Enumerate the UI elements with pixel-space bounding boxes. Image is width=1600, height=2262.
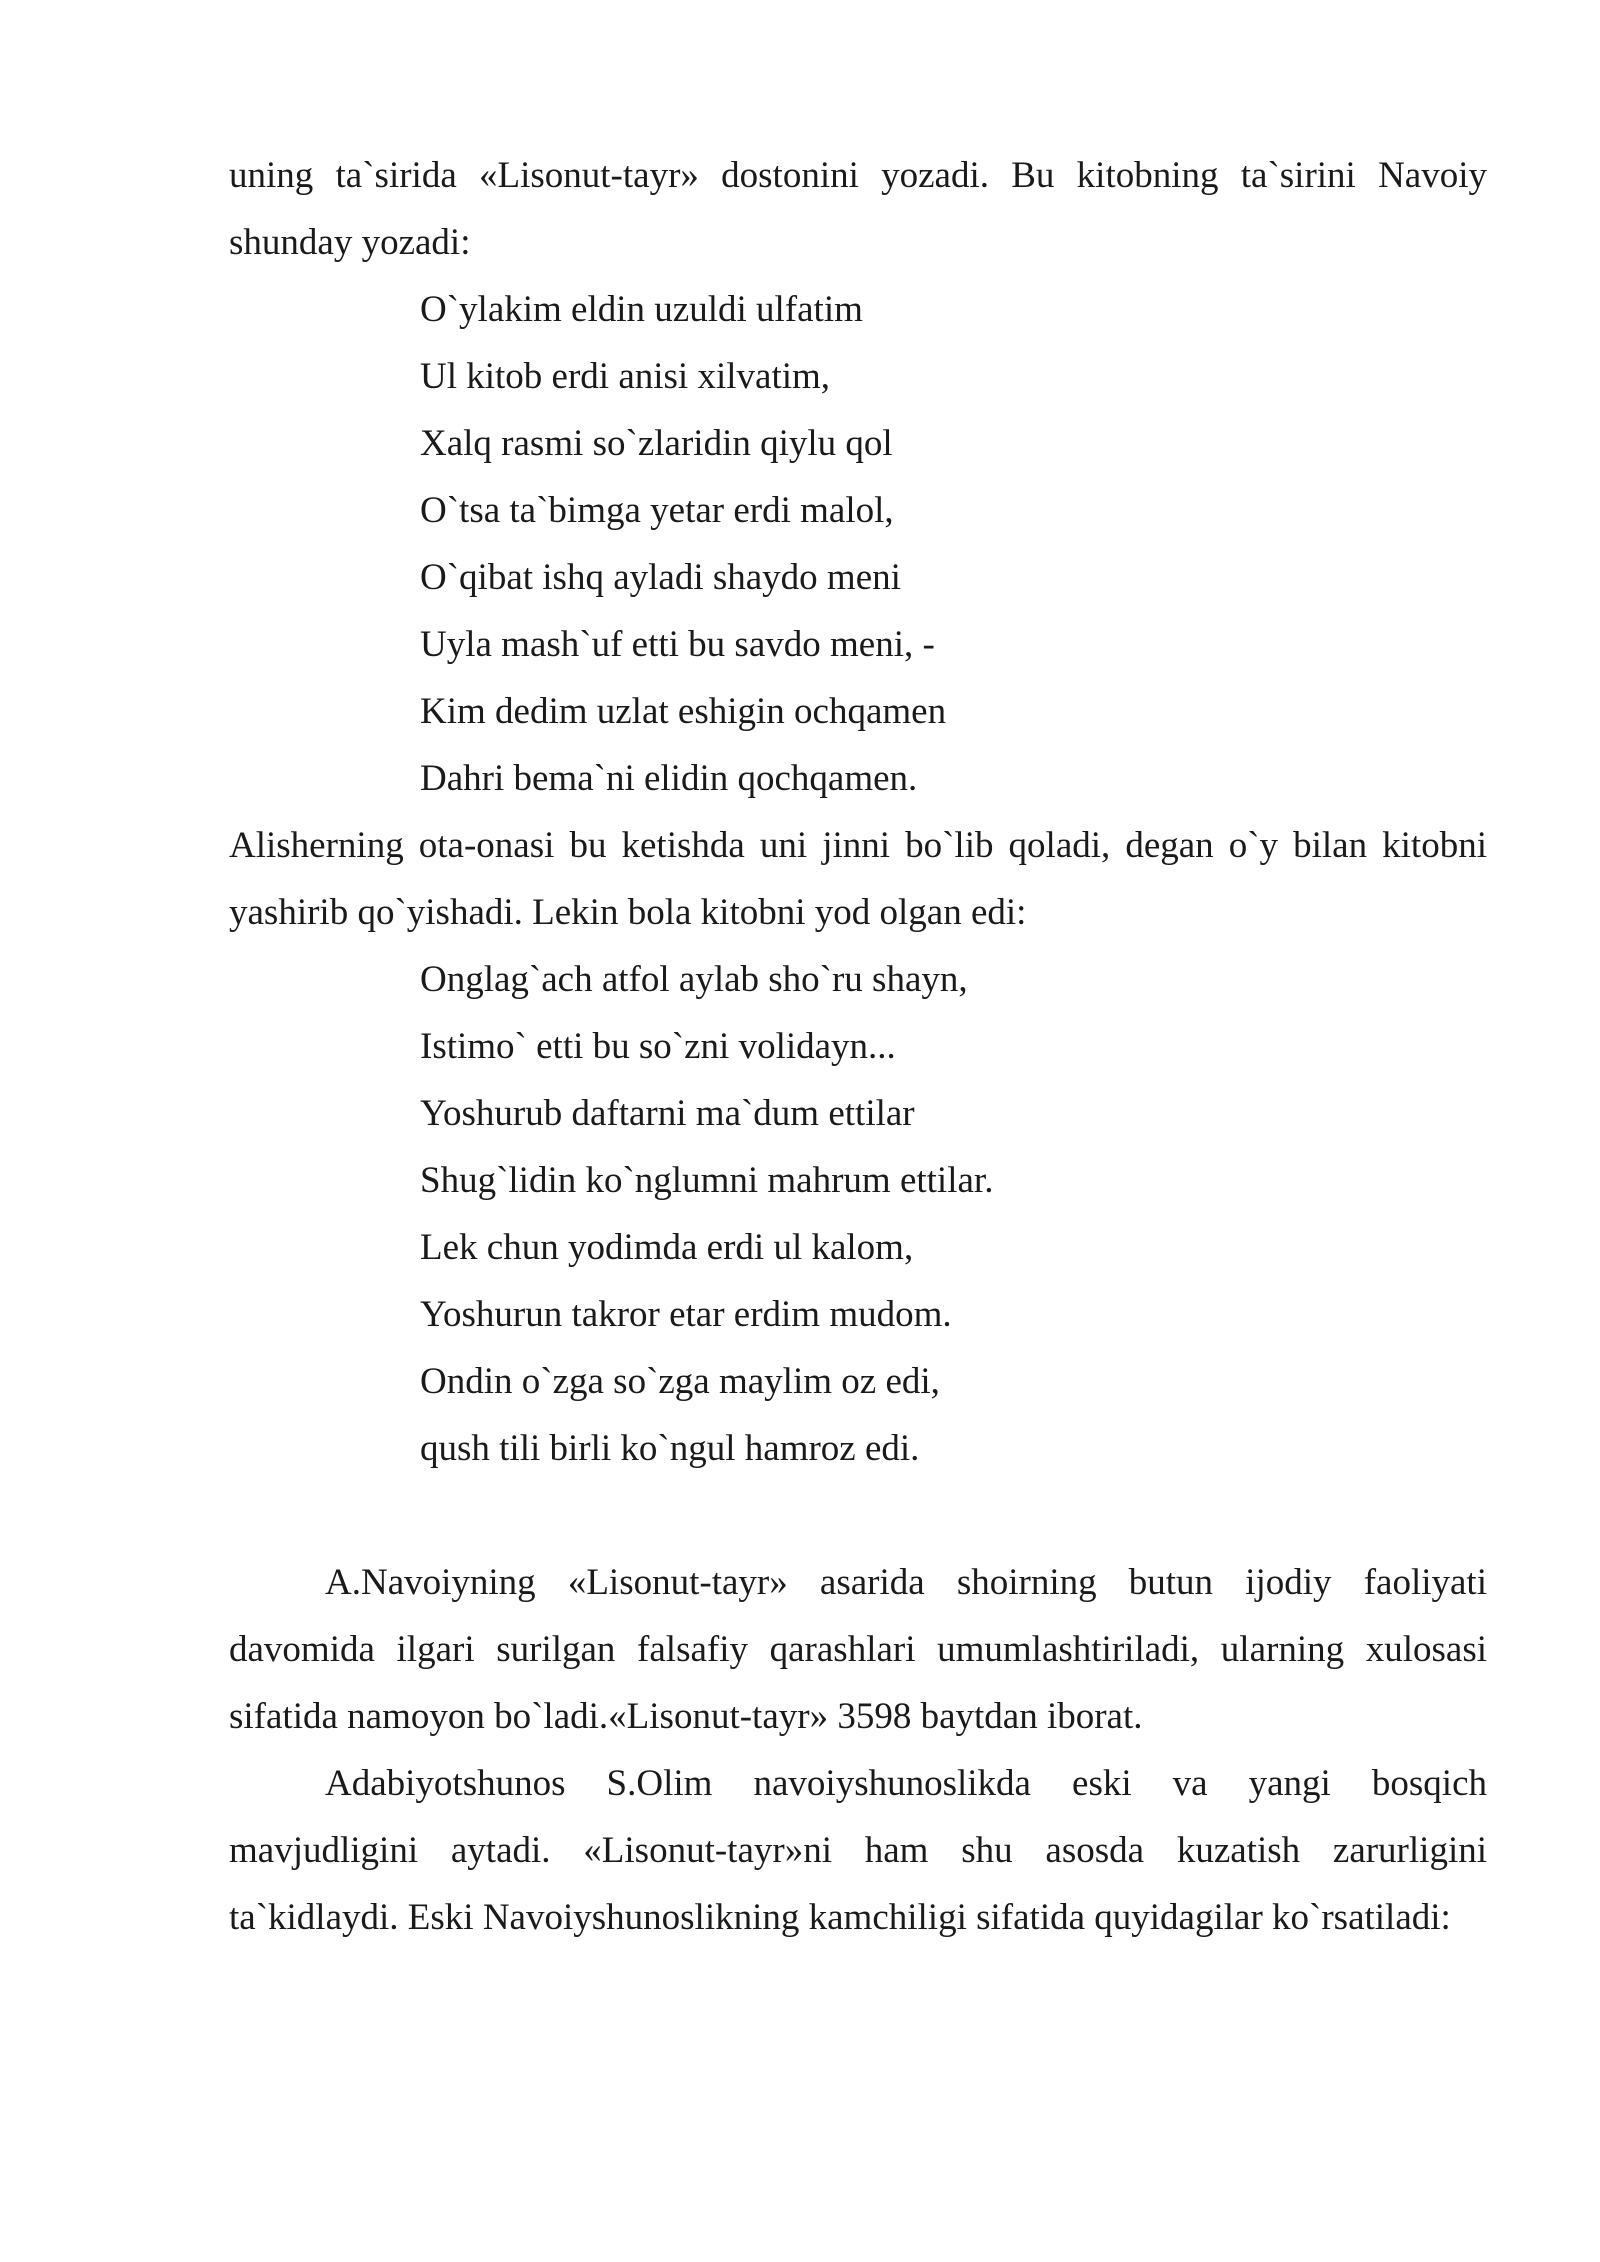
verse-line: Kim dedim uzlat eshigin ochqamen — [420, 691, 947, 732]
verse-line: Yoshurub daftarni ma`dum ettilar — [420, 1093, 915, 1134]
verse-line: Shug`lidin ko`nglumni mahrum ettilar. — [420, 1160, 994, 1201]
verse-line: Ul kitob erdi anisi xilvatim, — [420, 356, 831, 397]
paragraph-lisonut-tayr: A.Navoiyning «Lisonut-tayr» asarida shoirning butun ijodiy faoliyati davomida ilgari surilgan falsafiy qarashlari umumlashtiriladi, ularning xulosasi sifatida namoyon bo`ladi.«Lisonut-tayr» 3598 baytdan iborat. — [229, 1562, 1487, 1737]
verse-block-1 — [229, 276, 1487, 812]
document-body — [229, 142, 1487, 1951]
paragraph-s-olim: Adabiyotshunos S.Olim navoiyshunoslikda eski va yangi bosqich mavjudligini aytadi. «Lisonut-tayr»ni ham shu asosda kuzatish zarurligini ta`kidlaydi. Eski Navoiyshunoslikning kamchiligi sifatida quyidagilar ko`rsatiladi: — [229, 1763, 1487, 1938]
verse-line: Istimo` etti bu so`zni volidayn... — [420, 1026, 896, 1067]
verse-line: O`ylakim eldin uzuldi ulfatim — [420, 289, 863, 330]
verse-line: Ondin o`zga so`zga maylim oz edi, — [420, 1361, 940, 1402]
verse-line: O`qibat ishq ayladi shaydo meni — [420, 557, 901, 598]
paragraph-parents: Alisherning ota-onasi bu ketishda uni jinni bo`lib qoladi, degan o`y bilan kitobni yashirib qo`yishadi. Lekin bola kitobni yod olgan edi: — [229, 825, 1487, 933]
verse-line: O`tsa ta`bimga yetar erdi malol, — [420, 490, 894, 531]
verse-line: Lek chun yodimda erdi ul kalom, — [420, 1227, 914, 1268]
blank-line — [229, 1482, 1487, 1549]
verse-line: qush tili birli ko`ngul hamroz edi. — [420, 1428, 920, 1469]
paragraph-intro: uning ta`sirida «Lisonut-tayr» dostonini yozadi. Bu kitobning ta`sirini Navoiy shunday yozadi: — [229, 155, 1487, 263]
verse-line: Yoshurun takror etar erdim mudom. — [420, 1294, 952, 1335]
verse-block-2 — [229, 946, 1487, 1482]
verse-line: Uyla mash`uf etti bu savdo meni, - — [420, 624, 935, 665]
verse-line: Onglag`ach atfol aylab sho`ru shayn, — [420, 959, 968, 1000]
verse-line: Xalq rasmi so`zlaridin qiylu qol — [420, 423, 893, 464]
verse-line: Dahri bema`ni elidin qochqamen. — [420, 758, 918, 799]
